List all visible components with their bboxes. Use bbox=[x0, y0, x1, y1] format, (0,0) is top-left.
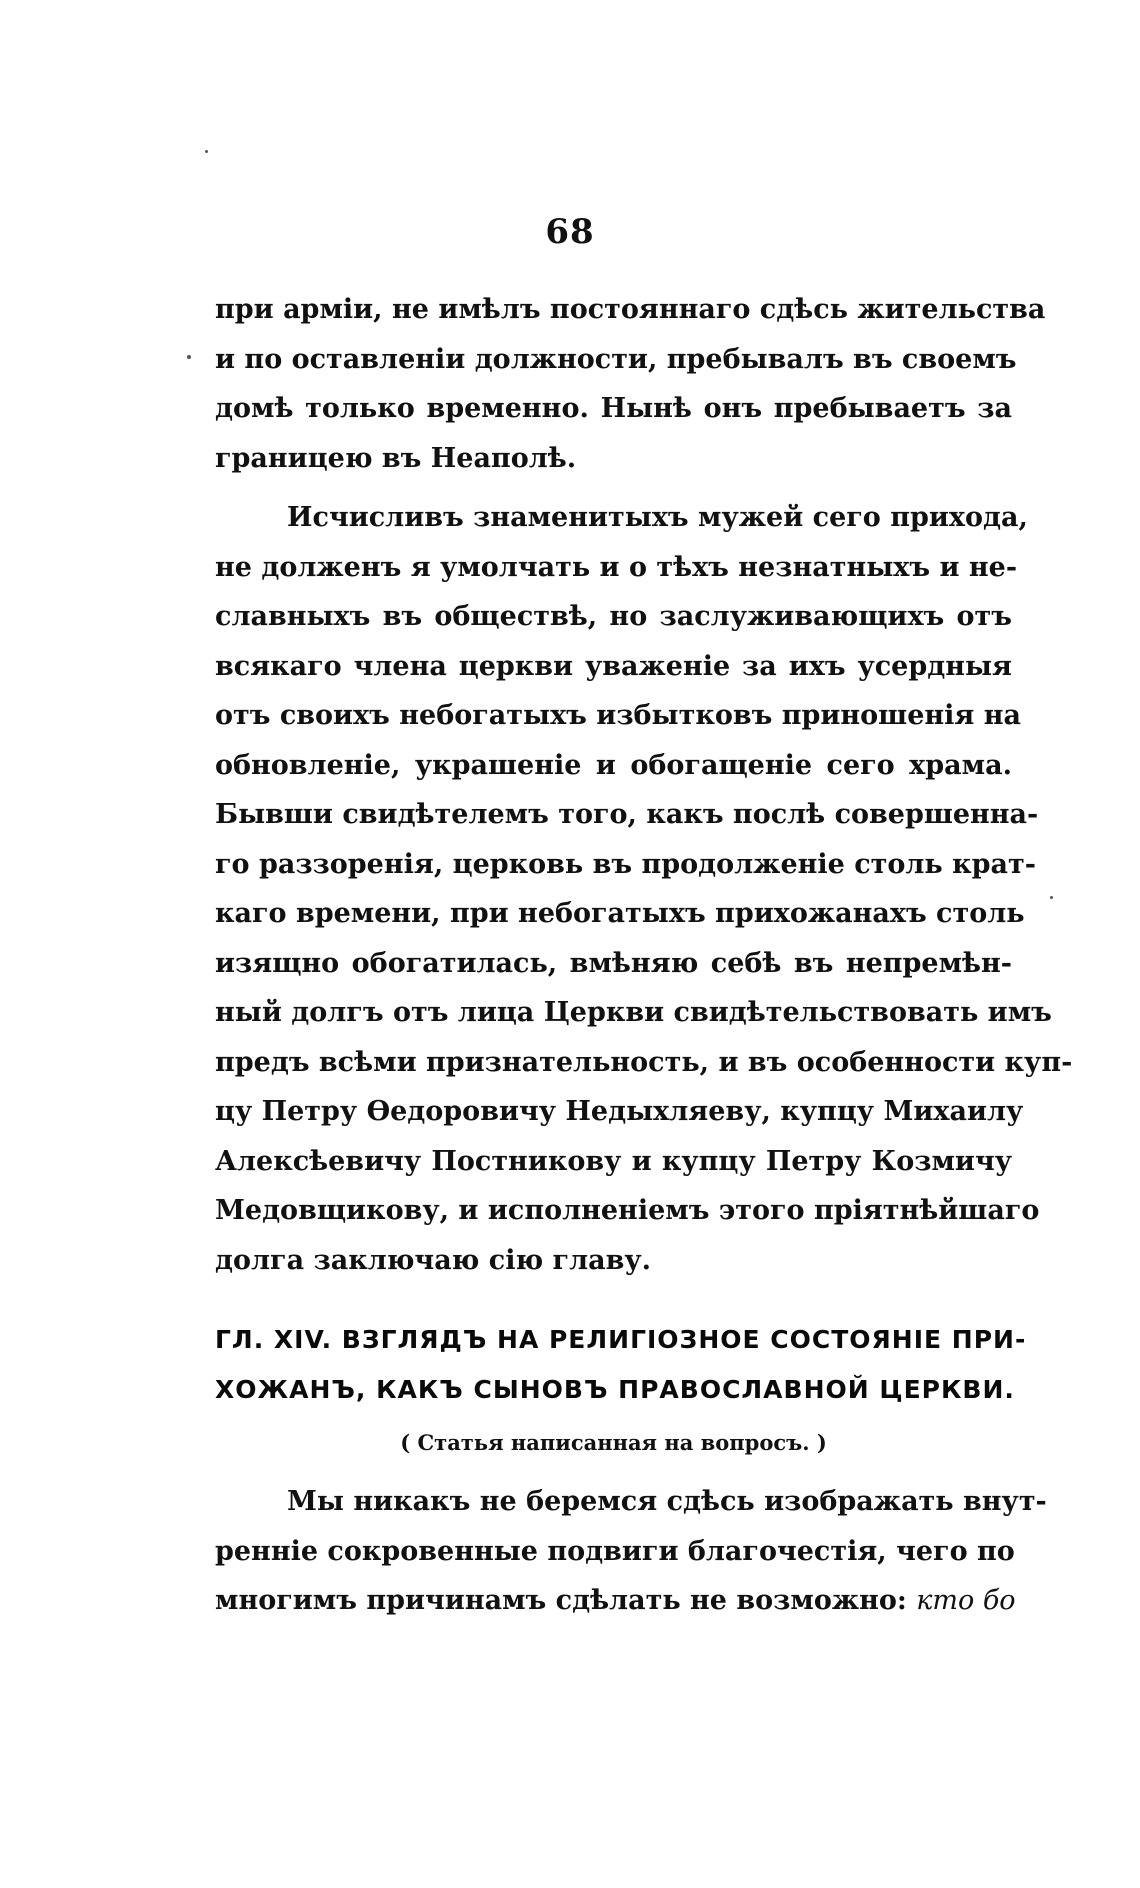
paragraph-continuation bbox=[215, 285, 1046, 483]
chapter-title-line: ХОЖАНЪ, КАКЪ СЫНОВЪ ПРАВОСЛАВНОЙ ЦЕРКВИ. bbox=[215, 1375, 1015, 1404]
text-line: ренніе сокровенные подвиги благочестія, чего по bbox=[215, 1535, 1015, 1567]
text-line: домѣ только временно. Нынѣ онъ пребываетъ за bbox=[215, 393, 1012, 424]
chapter-heading bbox=[215, 1315, 1027, 1463]
print-speck bbox=[205, 150, 208, 153]
text-line: славныхъ въ обществѣ, но заслуживающихъ отъ bbox=[215, 601, 1012, 632]
text-line: и по оставленіи должности, пребывалъ въ своемъ bbox=[215, 343, 1017, 375]
text-line-with-italic bbox=[215, 1576, 1016, 1626]
text-line: обновленіе, украшеніе и обогащеніе сего храма. bbox=[215, 749, 1012, 781]
text-line: Исчисливъ знаменитыхъ мужей сего прихода, bbox=[287, 502, 1028, 533]
text-line: Мы никакъ не беремся сдѣсь изображать внут- bbox=[287, 1486, 1047, 1517]
text-line: всякаго члена церкви уваженіе за ихъ усердныя bbox=[215, 650, 1012, 682]
chapter-subtitle: ( Статья написанная на вопросъ. ) bbox=[400, 1430, 827, 1455]
text-line: цу Петру Ѳедоровичу Недыхляеву, купцу Михаилу bbox=[215, 1096, 1024, 1127]
text-line: каго времени, при небогатыхъ прихожанахъ столь bbox=[215, 898, 1025, 929]
body-text bbox=[215, 285, 1073, 1626]
text-line: го раззоренія, церковь въ продолженіе столь крат- bbox=[215, 848, 1036, 880]
print-speck bbox=[1050, 896, 1053, 899]
text-line: изящно обогатилась, вмѣняю себѣ въ непремѣн- bbox=[215, 947, 1012, 979]
text-segment: многимъ причинамъ сдѣлать не возможно: bbox=[215, 1585, 907, 1616]
text-line: долга заключаю сію главу. bbox=[215, 1244, 652, 1276]
text-line: отъ своихъ небогатыхъ избытковъ приношенія на bbox=[215, 700, 1021, 731]
chapter-title-line: ГЛ. XIV. ВЗГЛЯДЪ НА РЕЛИГІОЗНОЕ СОСТОЯНІЕ ПРИ- bbox=[215, 1325, 1027, 1354]
print-speck bbox=[187, 355, 191, 359]
text-line: Медовщикову, и исполненіемъ этого пріятнѣйшаго bbox=[215, 1195, 1040, 1226]
text-line: при арміи, не имѣлъ постояннаго сдѣсь жительства bbox=[215, 294, 1046, 325]
text-line: Бывши свидѣтелемъ того, какъ послѣ совершенна- bbox=[215, 799, 1039, 830]
paragraph-chapter-start bbox=[215, 1477, 1047, 1626]
text-line: Алексѣевичу Постникову и купцу Петру Козмичу bbox=[215, 1145, 1012, 1177]
page-number: 68 bbox=[545, 212, 595, 252]
text-line: ный долгъ отъ лица Церкви свидѣтельствовать имъ bbox=[215, 997, 1052, 1028]
paragraph-acknowledgement bbox=[215, 493, 1073, 1285]
text-line: не долженъ я умолчать и о тѣхъ незнатныхъ и не- bbox=[215, 551, 1018, 583]
text-line: предъ всѣми признательность, и въ особенности куп- bbox=[215, 1046, 1073, 1078]
text-line: границею въ Неаполѣ. bbox=[215, 442, 577, 474]
italic-text-segment: кто бо bbox=[916, 1585, 1016, 1616]
